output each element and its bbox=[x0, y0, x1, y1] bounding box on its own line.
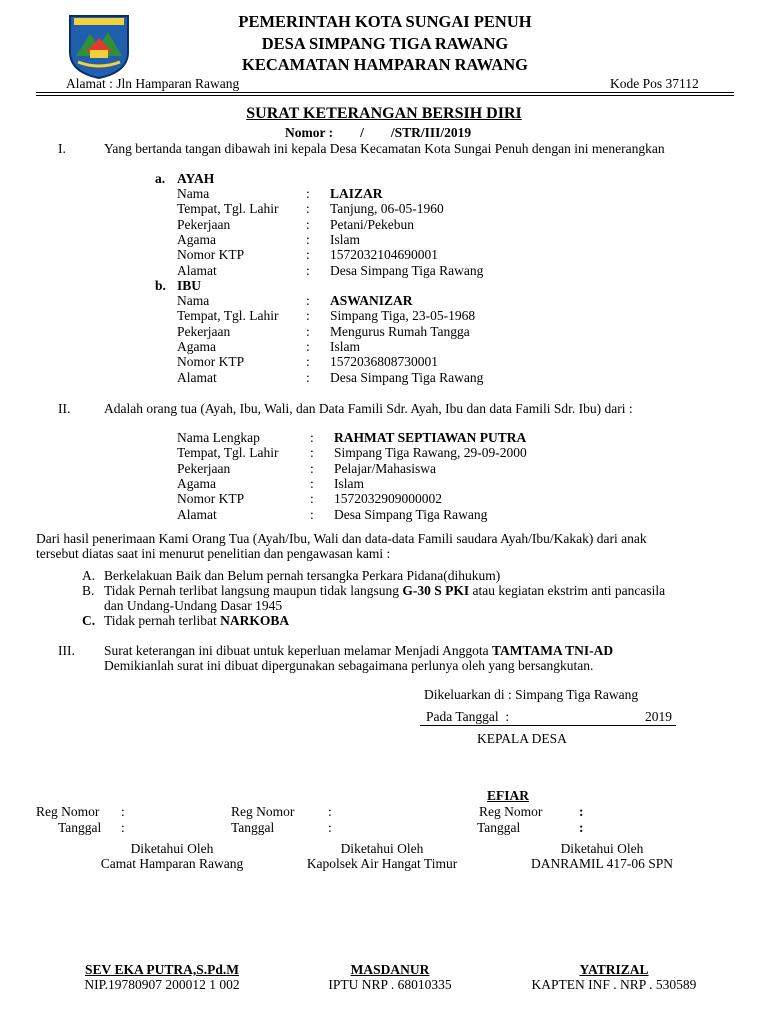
reg-nomor-colon-2: : bbox=[328, 804, 332, 819]
ibu-field-value: Desa Simpang Tiga Rawang bbox=[330, 369, 484, 385]
witness-3-known: Diketahui Oleh bbox=[560, 841, 644, 856]
ayah-field-label: Nomor KTP bbox=[177, 247, 245, 263]
child-field-value: RAHMAT SEPTIAWAN PUTRA bbox=[334, 430, 527, 445]
header-rule bbox=[36, 92, 734, 93]
reg-nomor-label-1: Reg Nomor bbox=[36, 804, 100, 819]
child-field-colon: : bbox=[310, 445, 314, 461]
ibu-field-colon: : bbox=[306, 369, 310, 385]
reg-nomor-colon-1: : bbox=[121, 804, 125, 819]
ibu-field-label: Nomor KTP bbox=[177, 354, 245, 370]
list-a-label: A. bbox=[82, 568, 96, 583]
list-c-bold: NARKOBA bbox=[220, 613, 290, 628]
reg-nomor-label-2: Reg Nomor bbox=[231, 804, 295, 819]
ibu-field-colon: : bbox=[306, 308, 310, 324]
section3-line1 bbox=[104, 643, 613, 658]
ayah-field-label: Agama bbox=[177, 231, 216, 247]
ayah-field-value: LAIZAR bbox=[330, 186, 383, 201]
reg-tanggal-label-3: Tanggal bbox=[477, 820, 521, 835]
paragraph-line1: Dari hasil penerimaan Kami Orang Tua (Ayah/Ibu, Wali dan data-data Famili saudara Ayah/Ibu/Kakak) dari anak bbox=[36, 531, 647, 546]
list-c-text-part: Tidak pernah terlibat bbox=[104, 613, 221, 628]
child-field-value: Simpang Tiga Rawang, 29-09-2000 bbox=[334, 445, 527, 461]
witness-3-office: DANRAMIL 417-06 SPN bbox=[530, 856, 673, 871]
child-field-label: Agama bbox=[177, 475, 216, 491]
ayah-field-value: Petani/Pekebun bbox=[330, 216, 414, 232]
ayah-field-value: Tanjung, 06-05-1960 bbox=[330, 201, 444, 217]
section2-number: II. bbox=[58, 401, 71, 416]
header-district: KECAMATAN HAMPARAN RAWANG bbox=[242, 55, 528, 74]
list-b-line2: dan Undang-Undang Dasar 1945 bbox=[104, 598, 283, 613]
section3-line2: Demikianlah surat ini dibuat dipergunakan sebagaimana perlunya oleh yang bersangkutan. bbox=[104, 658, 594, 673]
ibu-label: b. bbox=[155, 278, 166, 293]
ayah-field-label: Alamat bbox=[177, 262, 217, 278]
signer-role: KEPALA DESA bbox=[477, 731, 567, 746]
child-field-label: Tempat, Tgl. Lahir bbox=[177, 445, 279, 461]
ibu-title: IBU bbox=[177, 278, 202, 293]
ayah-field-colon: : bbox=[306, 216, 310, 232]
child-field-colon: : bbox=[310, 475, 314, 491]
list-b-label: B. bbox=[82, 583, 95, 598]
reg-nomor-label-3: Reg Nomor bbox=[479, 804, 543, 819]
ibu-field-label: Tempat, Tgl. Lahir bbox=[177, 308, 279, 324]
section3-line1-bold: TAMTAMA TNI-AD bbox=[492, 643, 614, 658]
ayah-field-label: Pekerjaan bbox=[177, 216, 231, 232]
header-address: Alamat : Jln Hamparan Rawang bbox=[66, 76, 240, 91]
ayah-label: a. bbox=[155, 171, 166, 186]
issued-place: Dikeluarkan di : Simpang Tiga Rawang bbox=[424, 687, 639, 702]
reg-tanggal-colon-1: : bbox=[121, 820, 125, 835]
paragraph-line2: tersebut diatas saat ini menurut penelitian dan pengawasan kami : bbox=[36, 546, 391, 561]
ayah-field-colon: : bbox=[306, 247, 310, 263]
ibu-field-value: Simpang Tiga, 23-05-1968 bbox=[330, 308, 476, 324]
list-b-text-part2: atau kegiatan ekstrim anti pancasila bbox=[469, 583, 666, 598]
section1-number: I. bbox=[58, 141, 66, 156]
letter-title: SURAT KETERANGAN BERSIH DIRI bbox=[246, 105, 522, 122]
child-field-colon: : bbox=[310, 460, 314, 476]
ibu-field-value: Islam bbox=[330, 338, 360, 354]
ayah-title: AYAH bbox=[177, 171, 215, 186]
list-c-label: C. bbox=[82, 613, 96, 628]
ibu-field-colon: : bbox=[306, 354, 310, 370]
ibu-field-label: Alamat bbox=[177, 369, 217, 385]
ayah-field-value: Islam bbox=[330, 231, 360, 247]
child-field-label: Alamat bbox=[177, 506, 217, 522]
section3-number: III. bbox=[58, 643, 75, 658]
child-field-value: Pelajar/Mahasiswa bbox=[334, 460, 436, 476]
list-b-bold: G-30 S PKI bbox=[402, 583, 470, 598]
ayah-field-colon: : bbox=[306, 262, 310, 278]
child-field-colon: : bbox=[310, 430, 314, 445]
witness-1-known: Diketahui Oleh bbox=[130, 841, 214, 856]
ibu-field-value: 1572036808730001 bbox=[330, 354, 438, 370]
section2-intro: Adalah orang tua (Ayah, Ibu, Wali, dan Data Famili Sdr. Ayah, Ibu dan data Famili Sdr. Ibu) dari : bbox=[104, 401, 633, 416]
issued-date-year: 2019 bbox=[645, 709, 672, 724]
ayah-field-value: Desa Simpang Tiga Rawang bbox=[330, 262, 484, 278]
ibu-field-label: Pekerjaan bbox=[177, 323, 231, 339]
ayah-field-value: 1572032104690001 bbox=[330, 247, 438, 263]
header-postcode: Kode Pos 37112 bbox=[610, 76, 699, 91]
ayah-field-label: Nama bbox=[177, 186, 210, 201]
list-a-text: Berkelakuan Baik dan Belum pernah tersangka Perkara Pidana(dihukum) bbox=[104, 568, 501, 583]
child-field-colon: : bbox=[310, 491, 314, 507]
reg-tanggal-label-2: Tanggal bbox=[231, 820, 275, 835]
section1-intro: Yang bertanda tangan dibawah ini kepala Desa Kecamatan Kota Sungai Penuh dengan ini menerangkan bbox=[104, 141, 665, 156]
reg-tanggal-colon-2: : bbox=[328, 820, 332, 835]
header-government: PEMERINTAH KOTA SUNGAI PENUH bbox=[238, 12, 532, 31]
witness-1-office: Camat Hamparan Rawang bbox=[100, 856, 244, 871]
ibu-field-label: Agama bbox=[177, 338, 216, 354]
ayah-field-colon: : bbox=[306, 231, 310, 247]
letter-number: Nomor : / /STR/III/2019 bbox=[285, 125, 472, 140]
witness-3-id: KAPTEN INF . NRP . 530589 bbox=[531, 977, 697, 992]
reg-tanggal-label-1: Tanggal bbox=[58, 820, 102, 835]
ayah-field-colon: : bbox=[306, 201, 310, 217]
issued-date-underline bbox=[420, 725, 676, 726]
reg-nomor-colon-3: : bbox=[579, 804, 584, 819]
city-emblem-logo bbox=[64, 12, 134, 80]
list-b-text bbox=[104, 583, 665, 598]
child-field-label: Nomor KTP bbox=[177, 491, 245, 507]
child-field-value: Desa Simpang Tiga Rawang bbox=[334, 506, 488, 522]
reg-tanggal-colon-3: : bbox=[579, 820, 584, 835]
ibu-field-value: Mengurus Rumah Tangga bbox=[330, 323, 470, 339]
child-field-label: Nama Lengkap bbox=[177, 430, 260, 445]
child-field-colon: : bbox=[310, 506, 314, 522]
list-c-text bbox=[104, 613, 289, 628]
witness-3-name: YATRIZAL bbox=[579, 962, 649, 977]
section3-line1-text: Surat keterangan ini dibuat untuk keperluan melamar Menjadi Anggota bbox=[104, 643, 493, 658]
ibu-field-colon: : bbox=[306, 323, 310, 339]
child-field-value: 1572032909000002 bbox=[334, 491, 442, 507]
ayah-field-label: Tempat, Tgl. Lahir bbox=[177, 201, 279, 217]
ibu-field-colon: : bbox=[306, 338, 310, 354]
witness-2-office: Kapolsek Air Hangat Timur bbox=[306, 856, 458, 871]
child-field-label: Pekerjaan bbox=[177, 460, 231, 476]
header-village: DESA SIMPANG TIGA RAWANG bbox=[261, 34, 509, 53]
witness-2-name: MASDANUR bbox=[350, 962, 430, 977]
witness-2-known: Diketahui Oleh bbox=[340, 841, 424, 856]
witness-1-name: SEV EKA PUTRA,S.Pd.M bbox=[85, 962, 239, 977]
signer-name: EFIAR bbox=[487, 788, 530, 803]
ibu-field-colon: : bbox=[306, 293, 310, 308]
list-b-text-part1: Tidak Pernah terlibat langsung maupun tidak langsung bbox=[104, 583, 403, 598]
issued-date-label: Pada Tanggal : bbox=[426, 709, 510, 724]
ayah-field-colon: : bbox=[306, 186, 310, 201]
header-rule-thin bbox=[36, 95, 734, 96]
ibu-field-label: Nama bbox=[177, 293, 210, 308]
ibu-field-value: ASWANIZAR bbox=[330, 293, 413, 308]
witness-1-id: NIP.19780907 200012 1 002 bbox=[84, 977, 240, 992]
witness-2-id: IPTU NRP . 68010335 bbox=[328, 977, 452, 992]
child-field-value: Islam bbox=[334, 475, 364, 491]
